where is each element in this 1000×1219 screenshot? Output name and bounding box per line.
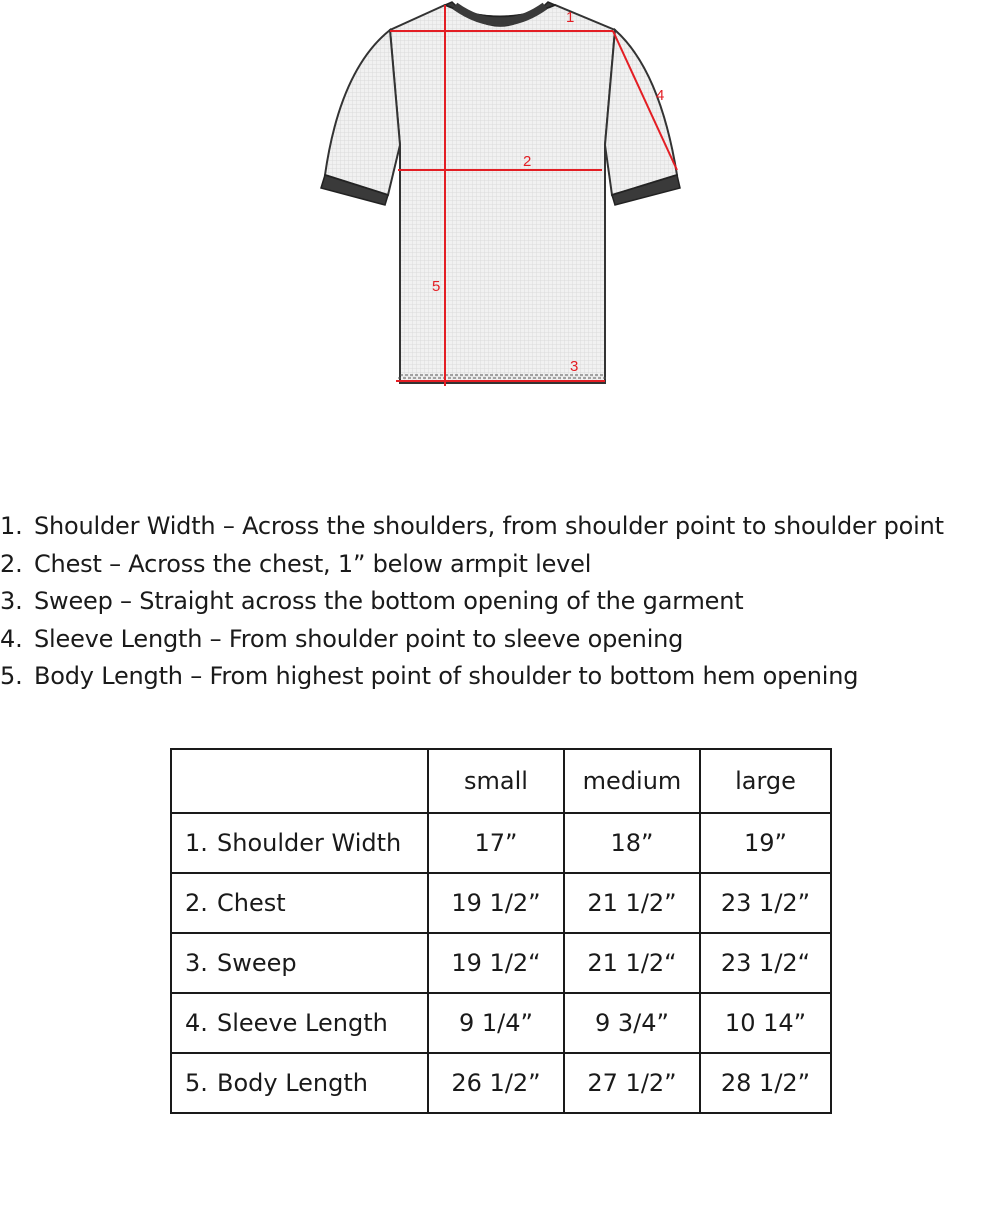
tshirt-measurement-diagram — [0, 0, 1000, 400]
row-label — [171, 1053, 428, 1113]
cell-large: 28 1/2” — [700, 1053, 831, 1113]
cell-medium: 21 1/2” — [564, 873, 700, 933]
row-label-text: Sleeve Length — [217, 1009, 388, 1037]
marker-1: 1 — [566, 9, 575, 26]
cell-small: 19 1/2“ — [428, 933, 564, 993]
table-row — [171, 1053, 831, 1113]
row-label — [171, 813, 428, 873]
cell-medium: 18” — [564, 813, 700, 873]
header-medium: medium — [564, 749, 700, 813]
cell-medium: 27 1/2” — [564, 1053, 700, 1113]
size-chart-table — [170, 748, 832, 1114]
table-row — [171, 813, 831, 873]
row-label — [171, 993, 428, 1053]
row-label-text: Chest — [217, 889, 286, 917]
row-number: 5. — [185, 1069, 208, 1097]
cell-large: 19” — [700, 813, 831, 873]
left-sleeve — [325, 30, 400, 195]
marker-5: 5 — [432, 278, 441, 295]
row-number: 3. — [185, 949, 208, 977]
row-label — [171, 873, 428, 933]
definition-number: 1. — [0, 512, 23, 540]
definition-text: Sleeve Length – From shoulder point to sleeve opening — [34, 624, 684, 653]
marker-4: 4 — [656, 87, 665, 104]
cell-small: 17” — [428, 813, 564, 873]
tshirt-sketch — [0, 0, 1000, 400]
cell-medium: 9 3/4” — [564, 993, 700, 1053]
definition-item — [0, 546, 1000, 584]
definition-number: 5. — [0, 662, 23, 690]
definition-number: 4. — [0, 624, 23, 653]
cell-large: 23 1/2“ — [700, 933, 831, 993]
marker-3: 3 — [570, 358, 579, 375]
definition-text: Shoulder Width – Across the shoulders, from shoulder point to shoulder point — [34, 512, 944, 540]
table-row — [171, 873, 831, 933]
header-small: small — [428, 749, 564, 813]
row-label — [171, 933, 428, 993]
definition-item — [0, 583, 1000, 621]
row-label-text: Body Length — [217, 1069, 368, 1097]
definition-text: Sweep – Straight across the bottom opening of the garment — [34, 587, 744, 615]
cell-large: 23 1/2” — [700, 873, 831, 933]
right-sleeve — [605, 30, 677, 195]
definition-text: Chest – Across the chest, 1” below armpit level — [34, 549, 592, 578]
definition-item — [0, 658, 1000, 696]
header-large: large — [700, 749, 831, 813]
row-label-text: Shoulder Width — [217, 829, 402, 857]
header-empty — [171, 749, 428, 813]
cell-large: 10 14” — [700, 993, 831, 1053]
row-number: 1. — [185, 829, 208, 857]
cell-medium: 21 1/2“ — [564, 933, 700, 993]
cell-small: 26 1/2” — [428, 1053, 564, 1113]
marker-2: 2 — [523, 153, 532, 170]
row-number: 2. — [185, 889, 208, 917]
cell-small: 19 1/2” — [428, 873, 564, 933]
definition-item — [0, 621, 1000, 659]
definition-item — [0, 508, 1000, 546]
row-label-text: Sweep — [217, 949, 297, 977]
table-row — [171, 933, 831, 993]
tshirt-body — [390, 5, 615, 383]
table-row — [171, 993, 831, 1053]
row-number: 4. — [185, 1009, 208, 1037]
table-header-row — [171, 749, 831, 813]
cell-small: 9 1/4” — [428, 993, 564, 1053]
definition-text: Body Length – From highest point of shoulder to bottom hem opening — [34, 662, 859, 690]
definition-number: 2. — [0, 549, 23, 578]
measurement-definitions — [0, 508, 1000, 696]
definition-number: 3. — [0, 587, 23, 615]
